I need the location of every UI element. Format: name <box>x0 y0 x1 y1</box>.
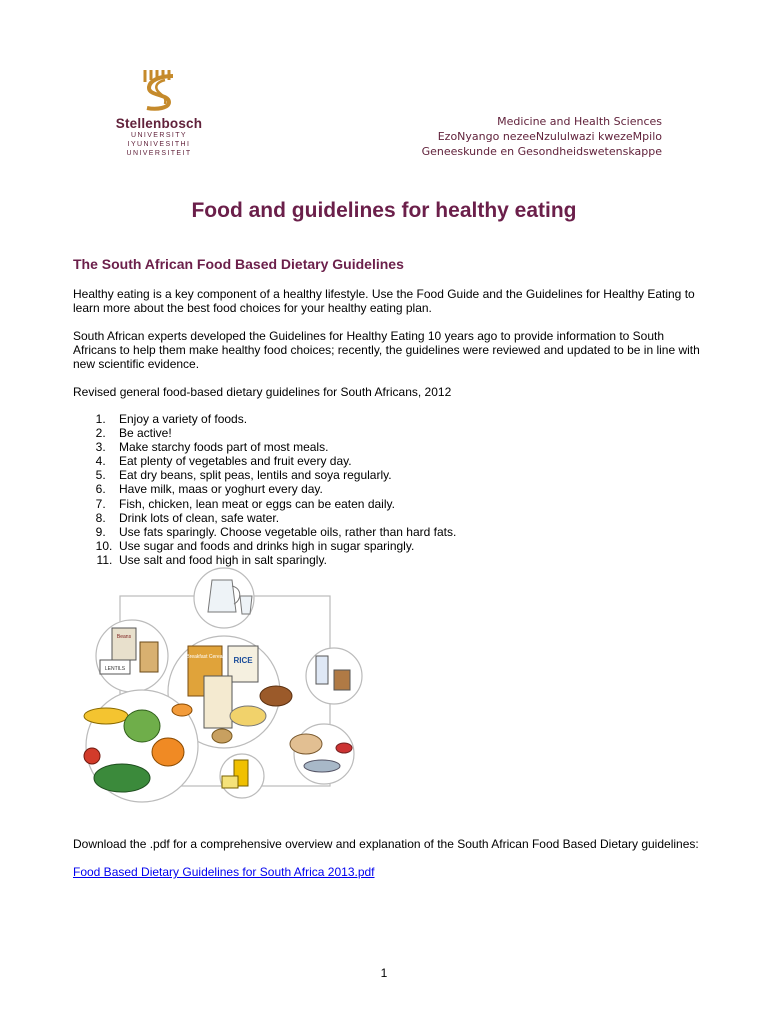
list-item: 8. Drink lots of clean, safe water. <box>95 510 280 525</box>
list-item: 11. Use salt and food high in salt sparingly. <box>96 552 327 567</box>
list-item: 10. Use sugar and foods and drinks high in sugar sparingly. <box>95 538 415 553</box>
beans-label: Beans <box>116 634 132 640</box>
food-guide-illustration <box>72 566 364 806</box>
guidelines-pdf-link[interactable]: Food Based Dietary Guidelines for South Africa 2013.pdf <box>73 865 375 879</box>
page-number: 1 <box>380 966 388 980</box>
list-item: 7. Fish, chicken, lean meat or eggs can be eaten daily. <box>95 496 395 511</box>
list-item: 9. Use fats sparingly. Choose vegetable oils, rather than hard fats. <box>95 524 457 539</box>
list-item: 1. Enjoy a variety of foods. <box>95 412 248 426</box>
faculty-line-xhosa: EzoNyango nezeeNzululwazi kwezeMpilo <box>437 130 662 143</box>
faculty-name <box>422 114 662 159</box>
experts-paragraph: South African experts developed the Guidelines for Healthy Eating 10 years ago to provide information to South Africans to help them make healthy food choices; recently, the guidelines were reviewed and updated to be in line with new scientific evidence. <box>73 329 700 371</box>
rice-pack-label: RICE <box>233 656 253 665</box>
faculty-line-english: Medicine and Health Sciences <box>497 115 662 128</box>
list-item: 4. Eat plenty of vegetables and fruit every day. <box>95 454 352 469</box>
logo-sub-3: UNIVERSITEIT <box>126 150 192 157</box>
stellenbosch-crest-icon <box>139 68 179 112</box>
logo-sub-1: UNIVERSITY <box>130 132 187 139</box>
list-item: 5. Eat dry beans, split peas, lentils and soya regularly. <box>95 468 392 483</box>
page-header <box>0 0 768 170</box>
guidelines-list <box>73 412 456 567</box>
list-item: 6. Have milk, maas or yoghurt every day. <box>95 482 323 497</box>
guidelines-intro: Revised general food-based dietary guidelines for South Africans, 2012 <box>73 385 452 399</box>
faculty-line-afrikaans: Geneeskunde en Gesondheidswetenskappe <box>421 145 662 158</box>
list-item: 3. Make starchy foods part of most meals. <box>95 440 329 455</box>
lentils-label: LENTILS <box>104 666 126 672</box>
logo-sub-2: IYUNIVESITHI <box>127 141 191 148</box>
section-heading: The South African Food Based Dietary Guidelines <box>73 256 404 272</box>
download-paragraph: Download the .pdf for a comprehensive overview and explanation of the South African Food Based Dietary guidelines: <box>73 837 699 851</box>
logo-name: Stellenbosch <box>115 116 203 131</box>
list-item: 2. Be active! <box>95 426 172 441</box>
intro-paragraph: Healthy eating is a key component of a healthy lifestyle. Use the Food Guide and the Guidelines for Healthy Eating to learn more about the best food choices for your healthy eating plan. <box>73 287 695 315</box>
university-logo <box>104 68 214 158</box>
cereal-box-label: Breakfast Cereal <box>186 654 224 660</box>
page-title: Food and guidelines for healthy eating <box>191 199 577 222</box>
